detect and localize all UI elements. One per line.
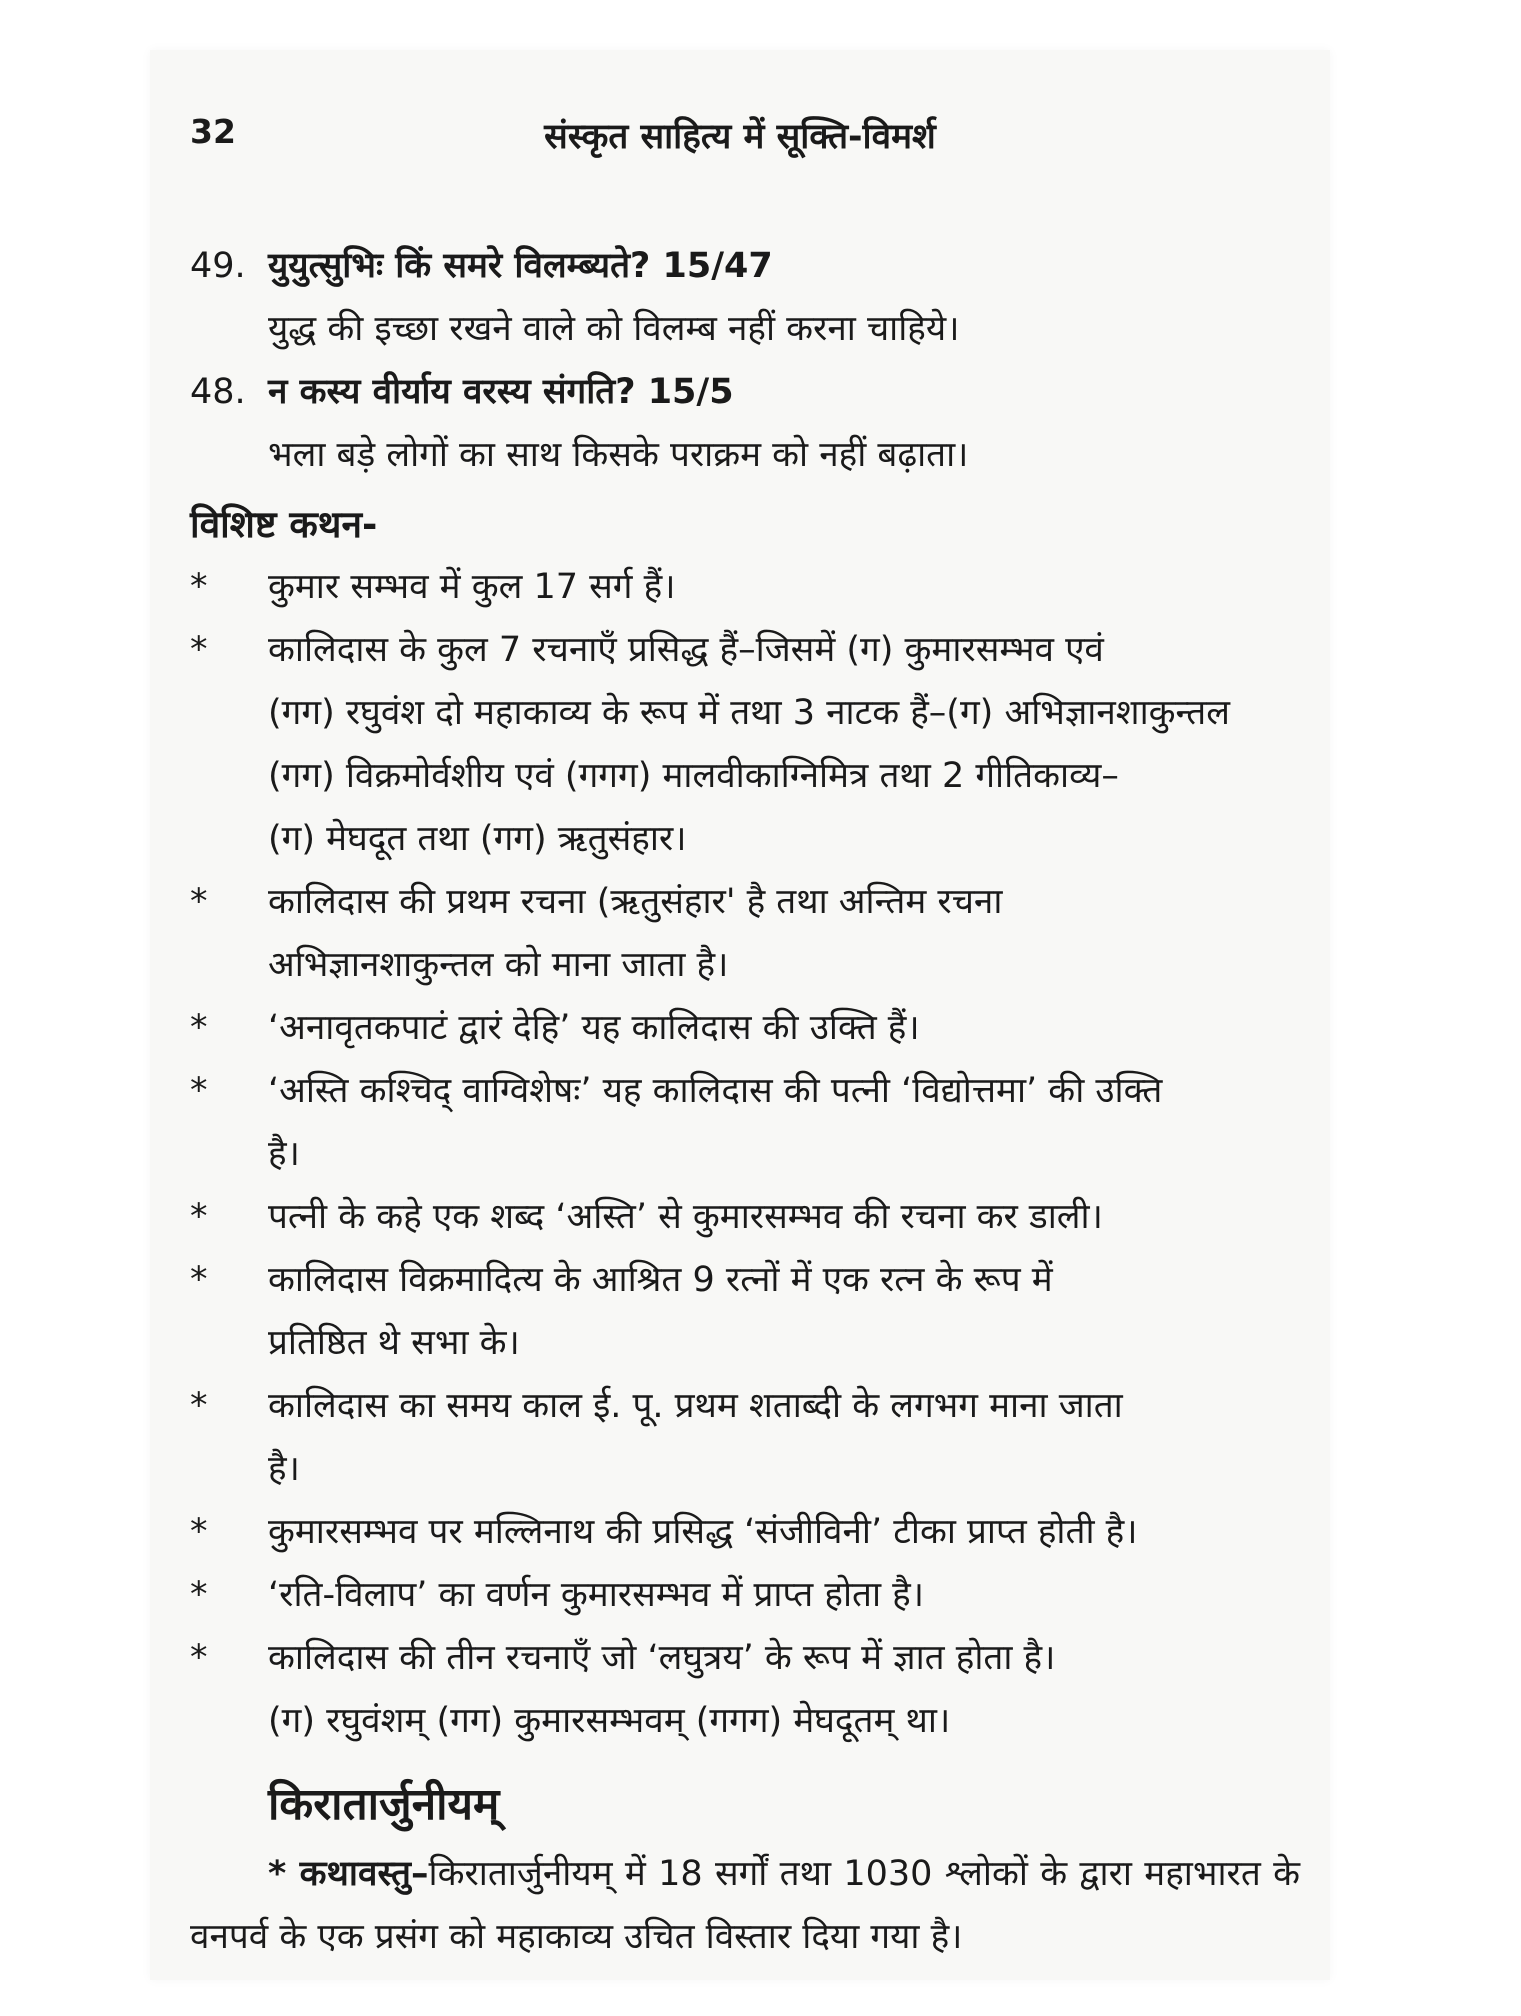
bullet-continuation: (गग) रघुवंश दो महाकाव्य के रूप में तथा 3 नाटक हैं–(ग) अभिज्ञानशाकुन्तल: [268, 693, 1230, 733]
bullet-item: [190, 556, 1300, 619]
running-title: संस्कृत साहित्य में सूक्ति-विमर्श: [544, 117, 936, 157]
verse-item: [190, 235, 1300, 361]
bullet-mark: *: [190, 1071, 208, 1111]
summary-paragraph: [190, 1843, 1300, 1969]
bullet-text: कुमार सम्भव में कुल 17 सर्ग हैं।: [268, 567, 676, 607]
verse-text: युयुत्सुभिः किं समरे विलम्ब्यते? 15/47: [268, 246, 773, 286]
bullet-mark: *: [190, 882, 208, 922]
bullet-mark: *: [190, 1512, 208, 1552]
bullet-item: [190, 1501, 1300, 1564]
bullet-item: [190, 997, 1300, 1060]
bullet-text: कालिदास का समय काल ई. पू. प्रथम शताब्दी के लगभग माना जाता: [268, 1386, 1123, 1426]
bullet-list: [190, 556, 1300, 1753]
verse-item: [190, 361, 1300, 487]
verse-number: 49.: [190, 246, 246, 286]
bullet-continuation: (ग) रघुवंशम्‌ (गग) कुमारसम्भवम्‌ (गगग) मेघदूतम्‌ था।: [268, 1701, 951, 1741]
bullet-mark: *: [190, 630, 208, 670]
bullet-continuation: (ग) मेघदूत तथा (गग) ऋतुसंहार।: [268, 819, 687, 859]
paragraph-lead: * कथावस्तु–: [268, 1854, 429, 1894]
bullet-continuation: प्रतिष्ठित थे सभा के।: [268, 1323, 520, 1363]
bullet-continuation: है।: [268, 1134, 300, 1174]
bullet-mark: *: [190, 1575, 208, 1615]
verse-number: 48.: [190, 372, 246, 412]
verse-meaning: भला बड़े लोगों का साथ किसके पराक्रम को नहीं बढ़ाता।: [268, 435, 969, 475]
bullet-item: [190, 1060, 1300, 1186]
page-header: [150, 112, 1330, 162]
bullet-mark: *: [190, 1260, 208, 1300]
section-heading: विशिष्ट कथन-: [190, 503, 378, 546]
major-heading: किरातार्जुनीयम्‌: [268, 1779, 500, 1830]
verse-text: न कस्य वीर्याय वरस्य संगति? 15/5: [268, 372, 734, 412]
bullet-text: कालिदास के कुल 7 रचनाएँ प्रसिद्ध हैं–जिसमें (ग) कुमारसम्भव एवं: [268, 630, 1104, 670]
bullet-text: ‘अनावृतकपाटं द्वारं देहि’ यह कालिदास की उक्ति हैं।: [268, 1008, 920, 1048]
bullet-item: [190, 871, 1300, 997]
bullet-item: [190, 1186, 1300, 1249]
bullet-mark: *: [190, 1386, 208, 1426]
page-number: 32: [190, 112, 236, 151]
bullet-text: कालिदास की प्रथम रचना (ऋतुसंहार' है तथा अन्तिम रचना: [268, 882, 1003, 922]
bullet-item: [190, 1375, 1300, 1501]
bullet-mark: *: [190, 1197, 208, 1237]
bullet-text: ‘रति-विलाप’ का वर्णन कुमारसम्भव में प्राप्त होता है।: [268, 1575, 924, 1615]
bullet-item: [190, 619, 1300, 871]
bullet-item: [190, 1627, 1300, 1753]
bullet-text: कालिदास की तीन रचनाएँ जो ‘लघुत्रय’ के रूप में ज्ञात होता है।: [268, 1638, 1056, 1678]
book-page: [150, 50, 1330, 1980]
bullet-item: [190, 1249, 1300, 1375]
bullet-mark: *: [190, 567, 208, 607]
bullet-text: ‘अस्ति कश्चिद्‌ वाग्विशेषः’ यह कालिदास की पत्नी ‘विद्योत्तमा’ की उक्ति: [268, 1071, 1163, 1111]
bullet-continuation: अभिज्ञानशाकुन्तल को माना जाता है।: [268, 945, 729, 985]
page-content: [190, 235, 1300, 1969]
bullet-mark: *: [190, 1638, 208, 1678]
bullet-mark: *: [190, 1008, 208, 1048]
bullet-item: [190, 1564, 1300, 1627]
bullet-continuation: है।: [268, 1449, 300, 1489]
bullet-text: कुमारसम्भव पर मल्लिनाथ की प्रसिद्ध ‘संजीविनी’ टीका प्राप्त होती है।: [268, 1512, 1138, 1552]
bullet-text: पत्नी के कहे एक शब्द ‘अस्ति’ से कुमारसम्भव की रचना कर डाली।: [268, 1197, 1103, 1237]
verse-meaning: युद्ध की इच्छा रखने वाले को विलम्ब नहीं करना चाहिये।: [268, 309, 960, 349]
bullet-text: कालिदास विक्रमादित्य के आश्रित 9 रत्नों में एक रत्न के रूप में: [268, 1260, 1053, 1300]
bullet-continuation: (गग) विक्रमोर्वशीय एवं (गगग) मालवीकाग्निमित्र तथा 2 गीतिकाव्य–: [268, 756, 1119, 796]
paragraph-text: किरातार्जुनीयम्‌ में 18 सर्गों तथा 1030 श्लोकों के द्वारा महाभारत के वनपर्व के एक प्रसंग को महाकाव्य उचित विस्तार दिया गया है।: [190, 1854, 1301, 1957]
